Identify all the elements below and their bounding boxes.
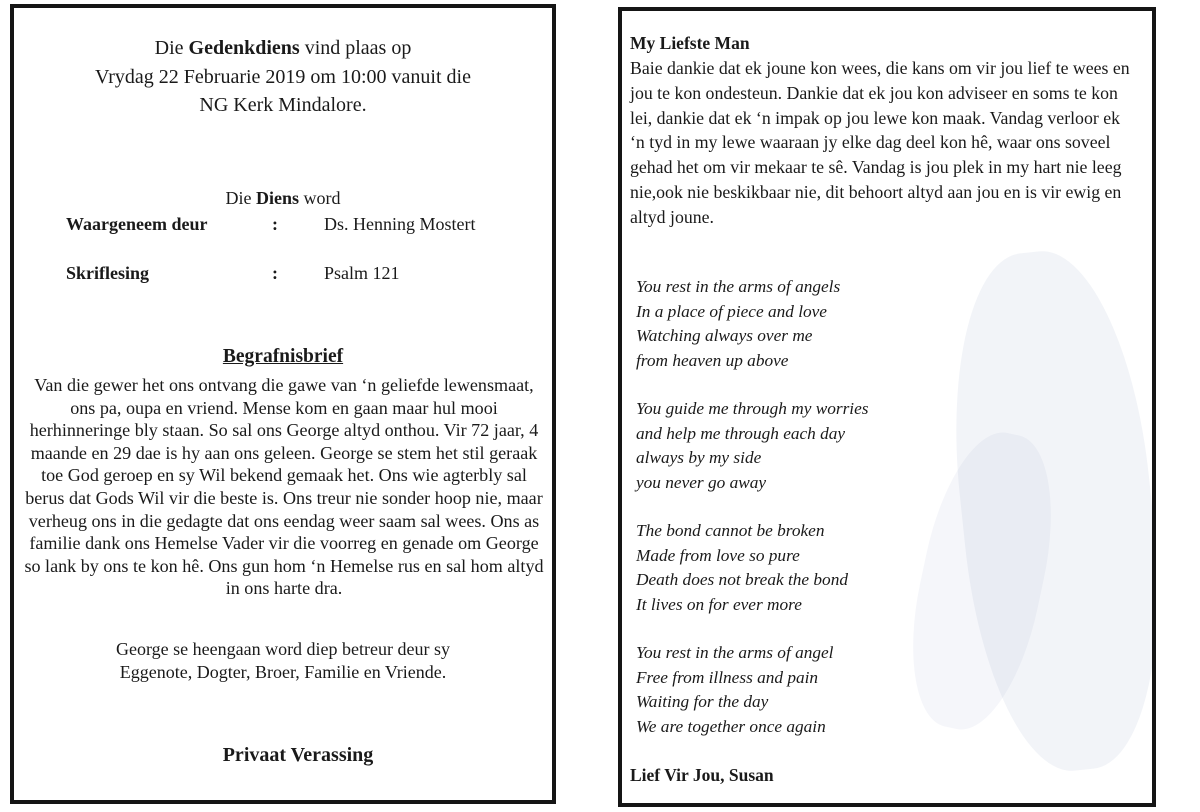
left-panel <box>10 4 556 804</box>
poem-line: you never go away <box>636 472 767 492</box>
mourning-notice <box>14 638 552 684</box>
poem-stanza-3 <box>636 519 1136 617</box>
mourning-line-2: Eggenote, Dogter, Broer, Familie en Vriende. <box>119 662 447 682</box>
poem-line: We are together once again <box>636 716 826 736</box>
service-title-bold-word: Diens <box>255 188 299 208</box>
poem-line: You rest in the arms of angels <box>636 277 841 296</box>
service-title-text: Die <box>225 188 256 208</box>
poem-line: always by my side <box>636 448 762 467</box>
poem-line: You rest in the arms of angel <box>636 643 834 662</box>
right-panel <box>618 7 1156 807</box>
poem-line: and help me through each day <box>636 423 846 443</box>
poem-line: The bond cannot be broken <box>636 521 825 540</box>
heading-line-2: Vrydag 22 Februarie 2019 om 10:00 vanuit die <box>95 65 471 88</box>
heading-text: vind plaas op <box>299 37 412 59</box>
heading-line-1 <box>14 34 552 63</box>
letter-body: Van die gewer het ons ontvang die gawe van ‘n geliefde lewensmaat, ons pa, oupa en vriend. Mense kom en gaan maar hul mooi herhinneringe bly staan. So sal ons George altyd onthou. Vir 72 jaar, 4 maande en 29 dae is hy aan ons geleen. George se stem het stil geraak toe God geroep en sy Wil bekend gemaak het. Ons wie agterbly sal berus dat Gods Wil vir die beste is. Ons treur nie sonder hoop nie, maar verheug ons in die gedagte dat ons eendag weer saam sal wees. Ons as familie dank ons Hemelse Vader vir die voorreg en genade om George so lank by ons te kon hê. Ons gun hom ‘n Hemelse rus en sal hom altyd in ons harte dra. <box>24 375 544 599</box>
poem-stanza-1 <box>636 275 1136 373</box>
heading-bold-word: Gedenkdiens <box>188 37 300 59</box>
service-row-label: Waargeneem deur <box>66 214 208 234</box>
service-row-colon: : <box>272 214 278 234</box>
letter-title: Begrafnisbrief <box>222 346 344 367</box>
service-row-label: Skriflesing <box>66 263 150 283</box>
service-row-value: Ds. Henning Mostert <box>324 214 476 234</box>
service-title <box>14 188 552 209</box>
mourning-line-1: George se heengaan word diep betreur deur sy <box>115 639 451 659</box>
poem-line: from heaven up above <box>636 350 789 370</box>
signoff: Lief Vir Jou, Susan <box>630 765 774 785</box>
poem-stanza-4 <box>636 641 1136 739</box>
poem-line: It lives on for ever more <box>636 594 802 614</box>
cremation-note: Privaat Verassing <box>222 744 374 766</box>
poem-line: Waiting for the day <box>636 692 769 711</box>
poem-line: Made from love so pure <box>636 545 800 565</box>
poem-line: Watching always over me <box>636 326 813 345</box>
poem-line: In a place of piece and love <box>636 301 827 321</box>
note-body: Baie dankie dat ek joune kon wees, die kans om vir jou lief te wees en jou te kon ondesteun. Dankie dat ek jou kon adviseer en soms te kon lei, dankie dat ek ‘n impak op jou lewe kon maak. Vandag verloor ek ‘n tyd in my lewe waaraan jy elke dag deel kon hê, waar ons soveel gehad het om vir mekaar te sê. Vandag is jou plek in my hart nie leeg nie,ook nie beskikbaar nie, dit behoort altyd aan jou en is vir ewig en altyd joune. <box>630 58 1130 227</box>
poem-stanza-2 <box>636 397 1136 495</box>
service-row-reading <box>66 263 536 287</box>
poem-line: Death does not break the bond <box>636 570 848 589</box>
poem-line: Free from illness and pain <box>636 667 819 687</box>
note-title: My Liefste Man <box>630 33 750 53</box>
service-row-colon: : <box>272 263 278 283</box>
poem-line: You guide me through my worries <box>636 399 869 418</box>
service-title-text: word <box>299 188 341 208</box>
service-row-value: Psalm 121 <box>324 263 400 283</box>
service-row-officiant <box>66 214 536 238</box>
memorial-heading <box>14 34 552 120</box>
heading-line-3: NG Kerk Mindalore. <box>199 94 367 116</box>
heading-text: Die <box>154 37 189 59</box>
